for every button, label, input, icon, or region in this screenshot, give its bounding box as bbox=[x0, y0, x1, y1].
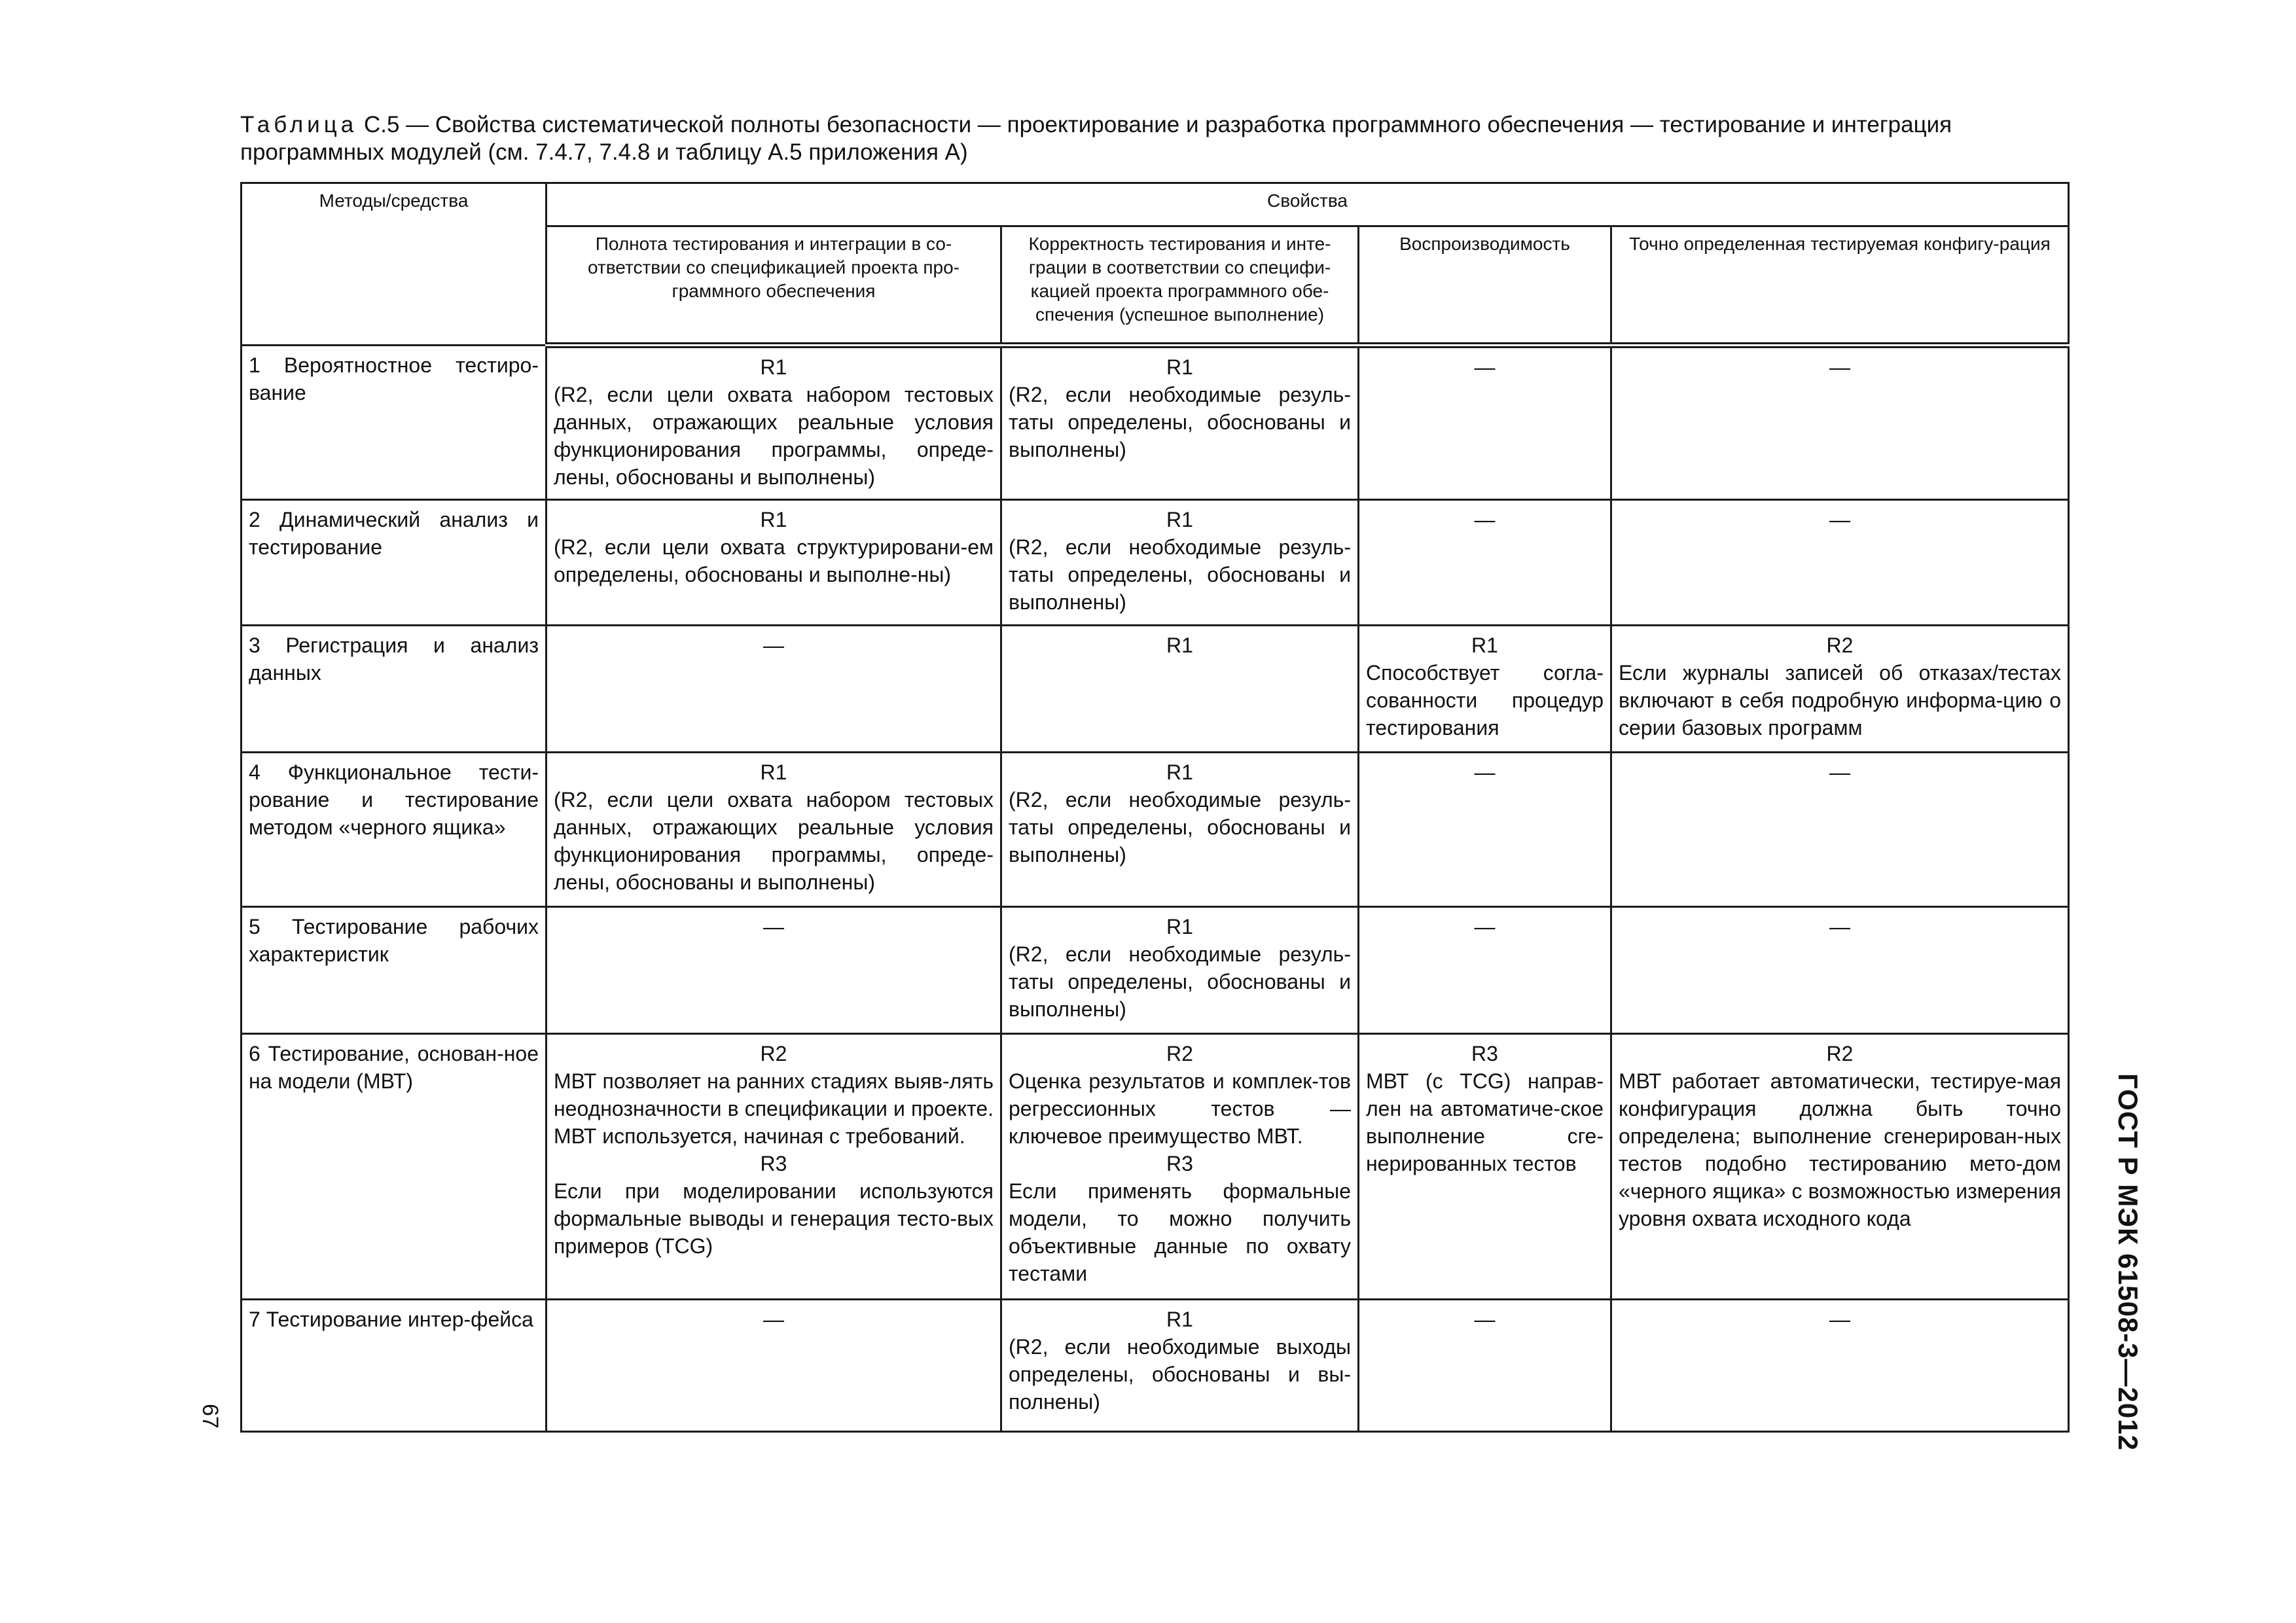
dash: — bbox=[763, 1308, 784, 1331]
dash: — bbox=[1829, 508, 1850, 531]
note: (R2, если цели охвата структурировани-ем определены, обоснованы и выполне-ны) bbox=[554, 535, 994, 586]
note: МВТ (с TCG) направ-лен на автоматиче-ское выполнение сге-нерированных тестов bbox=[1366, 1069, 1604, 1175]
cell-correctness bbox=[1001, 626, 1359, 753]
rating: R2 bbox=[1166, 1042, 1193, 1065]
note: (R2, если цели охвата набором тестовых данных, отражающих реальные условия функционирования программы, опреде-лены, обоснованы и выполнены) bbox=[554, 788, 994, 894]
rating: R1 bbox=[1166, 633, 1193, 657]
cell-repeatability bbox=[1359, 1300, 1611, 1432]
cell-correctness bbox=[1001, 1300, 1359, 1432]
cell-completeness bbox=[547, 500, 1001, 626]
table-row bbox=[242, 1300, 2069, 1432]
dash: — bbox=[1829, 915, 1850, 938]
rating: R2 bbox=[760, 1042, 787, 1065]
dash: — bbox=[1829, 760, 1850, 784]
table-row bbox=[242, 626, 2069, 753]
cell-repeatability bbox=[1359, 753, 1611, 907]
document-title: ГОСТ Р МЭК 61508-3—2012 bbox=[2113, 1073, 2144, 1451]
dash: — bbox=[1474, 1308, 1496, 1331]
table-row bbox=[242, 1034, 2069, 1300]
cell-configuration bbox=[1611, 500, 2069, 626]
header-col-configuration: Точно определенная тестируемая конфигу-рация bbox=[1611, 226, 2069, 346]
note: (R2, если необходимые резуль-таты определены, обоснованы и выполнены) bbox=[1009, 383, 1351, 461]
note: (R2, если необходимые выходы определены, обоснованы и вы-полнены) bbox=[1009, 1335, 1351, 1414]
cell-completeness bbox=[547, 1034, 1001, 1300]
note: Если при моделировании используются формальные выводы и генерация тесто-вых примеров (TCG) bbox=[554, 1179, 994, 1258]
cell-configuration bbox=[1611, 753, 2069, 907]
rating: R2 bbox=[1826, 1042, 1854, 1065]
table-row bbox=[242, 500, 2069, 626]
dash: — bbox=[1474, 760, 1496, 784]
dash: — bbox=[763, 915, 784, 938]
note: (R2, если необходимые резуль-таты определены, обоснованы и выполнены) bbox=[1009, 788, 1351, 866]
header-methods: Методы/средства bbox=[242, 183, 547, 346]
cell-configuration bbox=[1611, 346, 2069, 500]
cell-repeatability bbox=[1359, 1034, 1611, 1300]
dash: — bbox=[1829, 1308, 1850, 1331]
note: (R2, если цели охвата набором тестовых данных, отражающих реальные условия функционирования программы, опреде-лены, обоснованы и выполнены) bbox=[554, 383, 994, 489]
cell-configuration bbox=[1611, 1300, 2069, 1432]
cell-completeness bbox=[547, 346, 1001, 500]
method-cell: 4 Функциональное тести-рование и тестирование методом «черного ящика» bbox=[242, 753, 547, 907]
rating: R3 bbox=[760, 1152, 787, 1175]
header-col-completeness: Полнота тестирования и интеграции в со-ответствии со спецификацией проекта про-граммного обеспечения bbox=[547, 226, 1001, 346]
note: (R2, если необходимые резуль-таты определены, обоснованы и выполнены) bbox=[1009, 535, 1351, 614]
rating: R1 bbox=[1166, 760, 1193, 784]
header-properties: Свойства bbox=[547, 183, 2069, 226]
rating: R1 bbox=[760, 508, 787, 531]
method-cell: 2 Динамический анализ и тестирование bbox=[242, 500, 547, 626]
properties-table bbox=[240, 182, 2070, 1433]
method-cell: 7 Тестирование интер-фейса bbox=[242, 1300, 547, 1432]
method-cell: 3 Регистрация и анализ данных bbox=[242, 626, 547, 753]
note: МВТ позволяет на ранних стадиях выяв-лять неоднозначности в спецификации и проекте. МВТ используется, начиная с требований. bbox=[554, 1069, 994, 1148]
rating: R3 bbox=[1166, 1152, 1193, 1175]
caption-text: С.5 — Свойства систематической полноты безопасности — проектирование и разработка программного обеспечения — тестирование и интеграция программных модулей (см. 7.4.7, 7.4.8 и таблицу А.5 приложения А) bbox=[240, 112, 1952, 165]
dash: — bbox=[1829, 355, 1850, 379]
cell-correctness bbox=[1001, 500, 1359, 626]
cell-repeatability bbox=[1359, 907, 1611, 1034]
rating: R1 bbox=[760, 355, 787, 379]
rating: R1 bbox=[1166, 508, 1193, 531]
cell-repeatability bbox=[1359, 346, 1611, 500]
rating: R3 bbox=[1471, 1042, 1498, 1065]
cell-completeness bbox=[547, 907, 1001, 1034]
header-col-repeatability: Воспроизводимость bbox=[1359, 226, 1611, 346]
cell-correctness bbox=[1001, 907, 1359, 1034]
caption-label: Таблица bbox=[240, 112, 358, 137]
table-caption bbox=[240, 111, 2073, 166]
rating: R1 bbox=[1166, 1308, 1193, 1331]
cell-correctness bbox=[1001, 1034, 1359, 1300]
rating: R1 bbox=[1166, 915, 1193, 938]
table-row bbox=[242, 907, 2069, 1034]
cell-configuration bbox=[1611, 1034, 2069, 1300]
rating: R2 bbox=[1826, 633, 1854, 657]
note: (R2, если необходимые резуль-таты определены, обоснованы и выполнены) bbox=[1009, 942, 1351, 1021]
table-row bbox=[242, 346, 2069, 500]
cell-configuration bbox=[1611, 626, 2069, 753]
note: Если журналы записей об отказах/тестах включают в себя подробную информа-цию о серии базовых программ bbox=[1619, 661, 2062, 740]
note: Способствует согла-сованности процедур тестирования bbox=[1366, 661, 1604, 740]
dash: — bbox=[1474, 355, 1496, 379]
cell-completeness bbox=[547, 753, 1001, 907]
header-row-1 bbox=[242, 183, 2069, 226]
note: Если применять формальные модели, то можно получить объективные данные по охвату тестами bbox=[1009, 1179, 1351, 1285]
cell-configuration bbox=[1611, 907, 2069, 1034]
method-cell: 1 Вероятностное тестиро-вание bbox=[242, 346, 547, 500]
note: Оценка результатов и комплек-тов регрессионных тестов — ключевое преимущество МВТ. bbox=[1009, 1069, 1351, 1148]
cell-correctness bbox=[1001, 346, 1359, 500]
rating: R1 bbox=[1471, 633, 1498, 657]
dash: — bbox=[1474, 915, 1496, 938]
header-col-correctness: Корректность тестирования и инте-грации в соответствии со специфи-кацией проекта программного обе-спечения (успешное выполнение) bbox=[1001, 226, 1359, 346]
dash: — bbox=[1474, 508, 1496, 531]
cell-repeatability bbox=[1359, 626, 1611, 753]
cell-correctness bbox=[1001, 753, 1359, 907]
rating: R1 bbox=[760, 760, 787, 784]
cell-completeness bbox=[547, 626, 1001, 753]
page-number: 67 bbox=[198, 1404, 223, 1429]
cell-completeness bbox=[547, 1300, 1001, 1432]
method-cell: 6 Тестирование, основан-ное на модели (МВТ) bbox=[242, 1034, 547, 1300]
dash: — bbox=[763, 633, 784, 657]
table-row bbox=[242, 753, 2069, 907]
note: МВТ работает автоматически, тестируе-мая конфигурация должна быть точно определена; выполнение сгенерирован-ных тестов подобно тестированию мето-дом «черного ящика» с возможностью измерения уровня охвата исходного кода bbox=[1619, 1069, 2062, 1230]
cell-repeatability bbox=[1359, 500, 1611, 626]
rating: R1 bbox=[1166, 355, 1193, 379]
method-cell: 5 Тестирование рабочих характеристик bbox=[242, 907, 547, 1034]
